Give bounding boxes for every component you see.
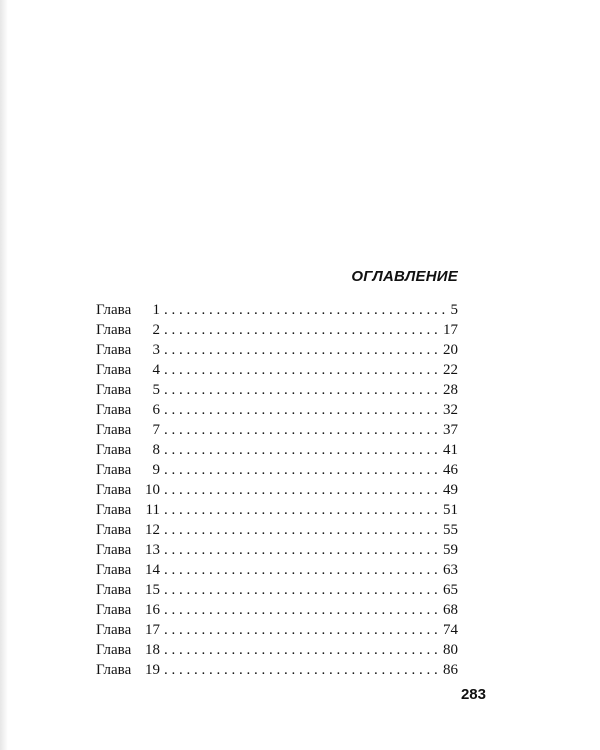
toc-entry-page: 63 — [443, 562, 458, 578]
toc-entry — [96, 620, 458, 640]
toc-dot-leader — [164, 540, 441, 560]
toc-entry-chapter-number: 8 — [152, 442, 160, 458]
toc-entry-label: Глава — [96, 602, 132, 618]
toc-entry-label: Глава — [96, 322, 132, 338]
toc-entry — [96, 580, 458, 600]
toc-dot-leader — [164, 420, 441, 440]
toc-dot-leader — [164, 360, 441, 380]
toc-entry-chapter-number: 19 — [145, 662, 160, 678]
toc-entry — [96, 340, 458, 360]
toc-entry-chapter-number: 13 — [145, 542, 160, 558]
toc-entry-chapter-number: 15 — [145, 582, 160, 598]
toc-dot-leader — [164, 380, 441, 400]
toc-entry-page: 68 — [443, 602, 458, 618]
toc-dot-leader — [164, 440, 441, 460]
toc-entry-chapter-number: 14 — [145, 562, 160, 578]
toc-entry-chapter-number: 6 — [152, 402, 160, 418]
toc-entry-page: 32 — [443, 402, 458, 418]
toc-entry — [96, 380, 458, 400]
toc-entry — [96, 320, 458, 340]
toc-entry-label: Глава — [96, 462, 132, 478]
toc-dot-leader — [164, 660, 441, 680]
toc-dot-leader — [164, 620, 441, 640]
toc-entry-label: Глава — [96, 302, 132, 318]
toc-entry-chapter-number: 4 — [152, 362, 160, 378]
toc-entry-label: Глава — [96, 622, 132, 638]
toc-dot-leader — [164, 400, 441, 420]
toc-dot-leader — [164, 340, 441, 360]
toc-entry-chapter-number: 9 — [152, 462, 160, 478]
toc-entry-chapter-number: 12 — [145, 522, 160, 538]
toc-entry-page: 46 — [443, 462, 458, 478]
toc-entry-page: 65 — [443, 582, 458, 598]
toc-dot-leader — [164, 320, 441, 340]
toc-entry — [96, 640, 458, 660]
toc-dot-leader — [164, 300, 449, 320]
toc-dot-leader — [164, 480, 441, 500]
toc-dot-leader — [164, 460, 441, 480]
toc-entry-label: Глава — [96, 402, 132, 418]
toc-entry-page: 20 — [443, 342, 458, 358]
toc-dot-leader — [164, 640, 441, 660]
toc-entry — [96, 400, 458, 420]
toc-entry-page: 55 — [443, 522, 458, 538]
toc-entry-label: Глава — [96, 642, 132, 658]
toc-entry-chapter-number: 18 — [145, 642, 160, 658]
toc-entry-label: Глава — [96, 442, 132, 458]
toc-entry-page: 59 — [443, 542, 458, 558]
toc-entry — [96, 600, 458, 620]
toc-entry-label: Глава — [96, 482, 132, 498]
toc-entry — [96, 480, 458, 500]
toc-entry-page: 49 — [443, 482, 458, 498]
toc-entry-page: 86 — [443, 662, 458, 678]
toc-entry-label: Глава — [96, 382, 132, 398]
toc-entry-chapter-number: 10 — [145, 482, 160, 498]
toc-entry-chapter-number: 3 — [152, 342, 160, 358]
toc-entry-label: Глава — [96, 422, 132, 438]
toc-entry — [96, 560, 458, 580]
toc-entry-page: 5 — [450, 302, 458, 318]
toc-entry-page: 17 — [443, 322, 458, 338]
toc-entry-label: Глава — [96, 662, 132, 678]
toc-dot-leader — [164, 600, 441, 620]
toc-dot-leader — [164, 560, 441, 580]
toc-entry — [96, 520, 458, 540]
toc-entry-label: Глава — [96, 502, 132, 518]
toc-entry-chapter-number: 17 — [145, 622, 160, 638]
page-number: 283 — [460, 686, 486, 703]
toc-entry — [96, 660, 458, 680]
toc-entry-label: Глава — [96, 522, 132, 538]
toc-entry — [96, 460, 458, 480]
toc-dot-leader — [164, 580, 441, 600]
toc-entry — [96, 540, 458, 560]
toc-entry-page: 37 — [443, 422, 458, 438]
toc-entry — [96, 420, 458, 440]
toc-entry-page: 22 — [443, 362, 458, 378]
toc-entry — [96, 500, 458, 520]
toc-entry-label: Глава — [96, 342, 132, 358]
toc-list — [96, 300, 458, 680]
toc-entry-label: Глава — [96, 582, 132, 598]
toc-entry-chapter-number: 11 — [145, 502, 160, 518]
toc-entry-page: 41 — [443, 442, 458, 458]
toc-entry-label: Глава — [96, 562, 132, 578]
toc-entry-chapter-number: 2 — [152, 322, 160, 338]
toc-dot-leader — [164, 520, 441, 540]
toc-entry — [96, 300, 458, 320]
scan-edge-shadow — [0, 0, 8, 750]
toc-title: ОГЛАВЛЕНИЕ — [351, 268, 458, 285]
toc-entry-page: 28 — [443, 382, 458, 398]
toc-entry — [96, 440, 458, 460]
toc-entry-page: 80 — [443, 642, 458, 658]
toc-entry-label: Глава — [96, 542, 132, 558]
toc-entry-chapter-number: 5 — [152, 382, 160, 398]
toc-entry-page: 74 — [443, 622, 458, 638]
toc-entry-chapter-number: 16 — [145, 602, 160, 618]
toc-entry — [96, 360, 458, 380]
toc-dot-leader — [164, 500, 441, 520]
toc-entry-label: Глава — [96, 362, 132, 378]
toc-entry-chapter-number: 1 — [152, 302, 160, 318]
toc-entry-page: 51 — [443, 502, 458, 518]
toc-entry-chapter-number: 7 — [152, 422, 160, 438]
